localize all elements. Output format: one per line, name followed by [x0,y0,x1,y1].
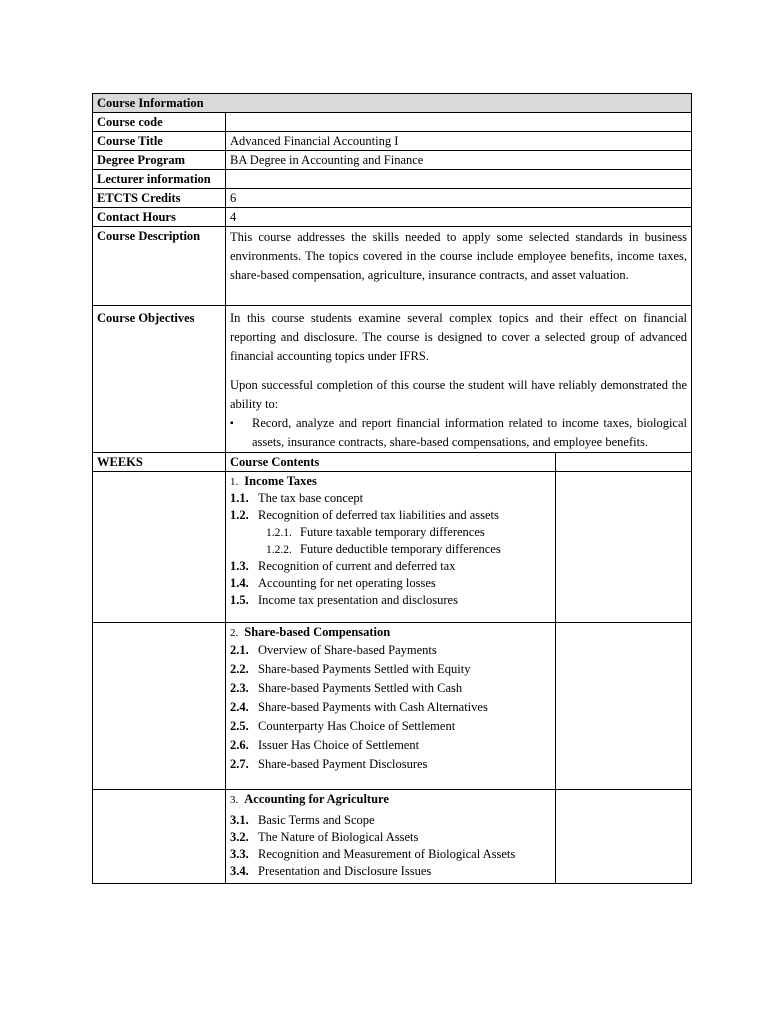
info-row-course-code [93,113,692,132]
course-contents-header: Course Contents [226,453,556,472]
weeks-cell-3 [93,790,226,884]
item-text: Recognition of current and deferred tax [258,559,456,573]
item-number: 3.1. [230,813,249,827]
section-title: 1. Income Taxes [230,474,317,488]
item-number: 3.2. [230,830,249,844]
item-text: Future deductible temporary differences [300,542,501,556]
list-item [230,679,551,698]
item-text: Recognition and Measurement of Biological Assets [258,847,516,861]
course-objectives-label: Course Objectives [93,306,226,453]
info-row-description [93,227,692,306]
course-description-label: Course Description [93,227,226,306]
item-text: Share-based Payments with Cash Alternatives [258,700,488,714]
item-number: 2.5. [230,719,249,733]
info-row-credits [93,189,692,208]
list-item [230,717,551,736]
section-3-cell [226,790,556,884]
item-text: Overview of Share-based Payments [258,643,437,657]
list-item [230,736,551,755]
list-item [230,846,551,863]
course-code-value [226,113,692,132]
item-text: Accounting for net operating losses [258,576,436,590]
item-text: Recognition of deferred tax liabilities and assets [258,508,499,522]
item-text: Presentation and Disclosure Issues [258,864,432,878]
info-row-objectives [93,306,692,453]
section-items-list [230,490,551,609]
item-number: 2.1. [230,643,249,657]
list-item [230,641,551,660]
section-1-cell [226,472,556,623]
objectives-paragraph-2: Upon successful completion of this course the student will have reliably demonstrated the ability to: [230,378,687,411]
list-item [230,507,551,524]
item-text: The Nature of Biological Assets [258,830,419,844]
course-information-header: Course Information [93,94,692,113]
section-3-extra-cell [556,790,692,884]
section-1-extra-cell [556,472,692,623]
contents-header-row [93,453,692,472]
section-2-cell [226,623,556,790]
item-number: 1.5. [230,593,249,607]
info-row-degree-program [93,151,692,170]
contents-extra-column-header [556,453,692,472]
item-number: 1.3. [230,559,249,573]
objectives-bullet-item [230,414,687,452]
item-number: 2.3. [230,681,249,695]
contents-row-section-3 [93,790,692,884]
list-item [230,660,551,679]
sub-list-item [230,524,551,541]
item-text: The tax base concept [258,491,364,505]
item-text: Counterparty Has Choice of Settlement [258,719,456,733]
info-row-contact-hours [93,208,692,227]
section-items-list [230,812,551,880]
course-code-label: Course code [93,113,226,132]
course-objectives-cell [226,306,692,453]
course-title-label: Course Title [93,132,226,151]
contents-row-section-1 [93,472,692,623]
list-item [230,829,551,846]
sub-list-item [230,541,551,558]
list-item [230,592,551,609]
weeks-cell-1 [93,472,226,623]
section-title: 2. Share-based Compensation [230,625,391,639]
list-item [230,490,551,507]
list-item [230,698,551,717]
contact-hours-value: 4 [226,208,692,227]
info-row-lecturer [93,170,692,189]
contents-row-section-2 [93,623,692,790]
course-syllabus-document [92,93,691,884]
square-bullet-icon: ▪ [230,418,234,429]
course-information-table [92,93,692,884]
item-number: 3.4. [230,864,249,878]
item-number: 2.7. [230,757,249,771]
etcts-credits-value: 6 [226,189,692,208]
item-text: Basic Terms and Scope [258,813,375,827]
lecturer-information-value [226,170,692,189]
item-number: 2.4. [230,700,249,714]
lecturer-information-label: Lecturer information [93,170,226,189]
section-title: 3. Accounting for Agriculture [230,792,389,806]
list-item [230,755,551,774]
list-item [230,558,551,575]
item-text: Share-based Payments Settled with Cash [258,681,463,695]
list-item [230,863,551,880]
course-title-value: Advanced Financial Accounting I [226,132,692,151]
section-2-extra-cell [556,623,692,790]
degree-program-label: Degree Program [93,151,226,170]
item-number: 1.1. [230,491,249,505]
item-number: 1.2.1. [266,527,292,539]
item-number: 2.6. [230,738,249,752]
item-text: Share-based Payments Settled with Equity [258,662,471,676]
contact-hours-label: Contact Hours [93,208,226,227]
degree-program-value: BA Degree in Accounting and Finance [226,151,692,170]
weeks-cell-2 [93,623,226,790]
item-number: 1.4. [230,576,249,590]
item-text: Income tax presentation and disclosures [258,593,458,607]
course-description-text: This course addresses the skills needed to apply some selected standards in business environments. The topics covered in the course include employee benefits, income taxes, share-based compensation, agriculture, insurance contracts, and asset valuation. [226,227,692,306]
section-items-list [230,641,551,774]
weeks-header: WEEKS [93,453,226,472]
item-number: 1.2. [230,508,249,522]
item-number: 1.2.2. [266,544,292,556]
info-header-row [93,94,692,113]
objectives-bullet-text: Record, analyze and report financial information related to income taxes, biological assets, insurance contracts, share-based compensations, and employee benefits. [252,416,687,449]
etcts-credits-label: ETCTS Credits [93,189,226,208]
item-number: 2.2. [230,662,249,676]
list-item [230,812,551,829]
list-item [230,575,551,592]
paragraph-gap [230,366,687,376]
item-text: Future taxable temporary differences [300,525,485,539]
info-row-course-title [93,132,692,151]
item-text: Share-based Payment Disclosures [258,757,428,771]
item-number: 3.3. [230,847,249,861]
objectives-paragraph-1: In this course students examine several complex topics and their effect on financial reporting and disclosure. The course is designed to cover a selected group of advanced financial accounting topics under IFRS. [230,311,687,363]
item-text: Issuer Has Choice of Settlement [258,738,420,752]
